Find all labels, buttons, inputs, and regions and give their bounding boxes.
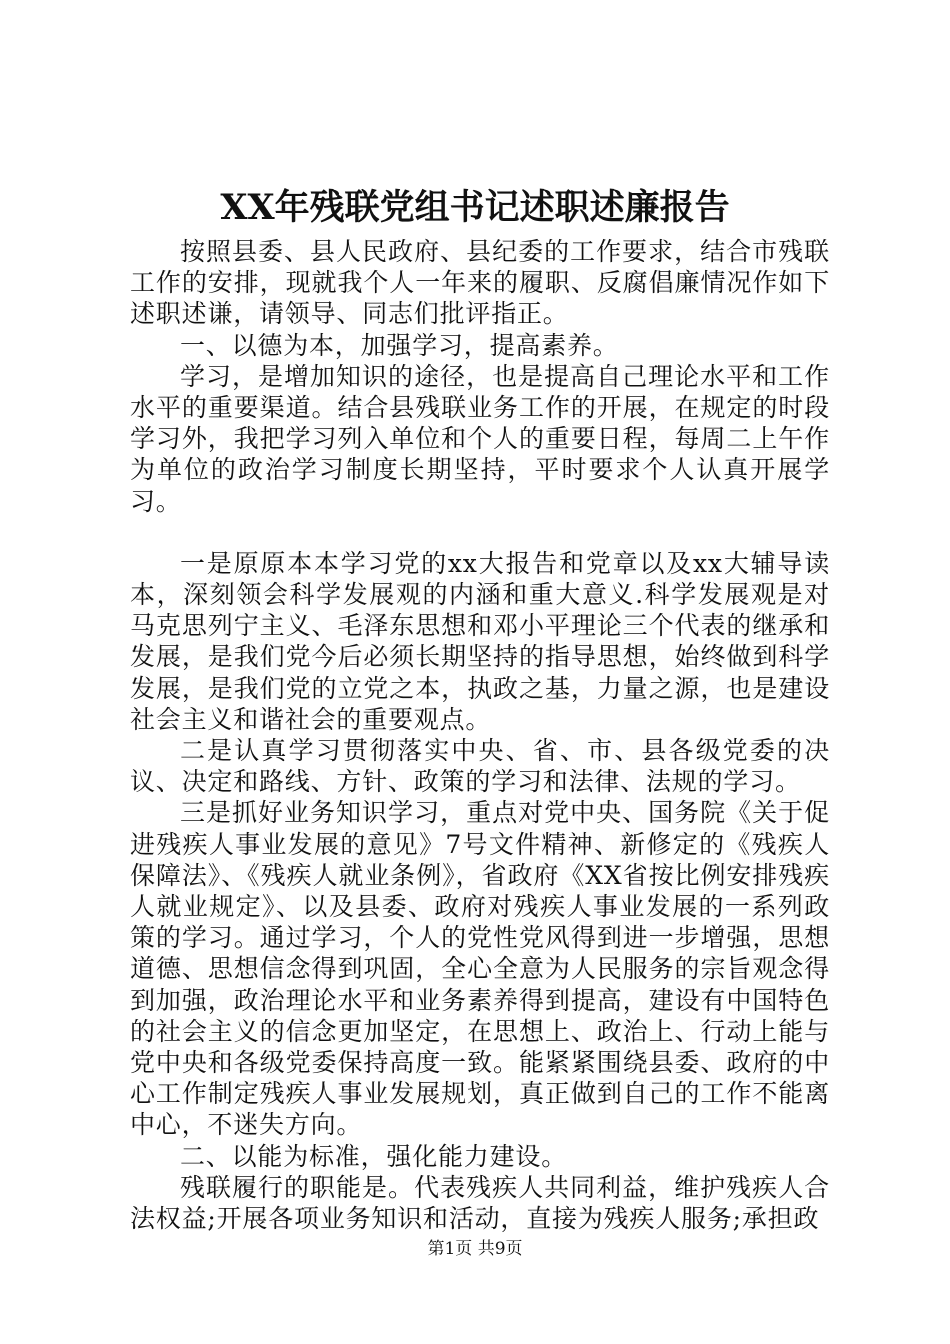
paragraph: 三是抓好业务知识学习，重点对党中央、国务院《关于促进残疾人事业发展的意见》7号文件精神、新修定的《残疾人保障法》、《残疾人就业条例》，省政府《XX省按比例安排残疾人就业规定》、以及县委、政府对残疾人事业发展的一系列政策的学习。通过学习，个人的党性党风得到进一步增强，思想道德、思想信念得到巩固，全心全意为人民服务的宗旨观念得到加强，政治理论水平和业务素养得到提高，建设有中国特色的社会主义的信念更加坚定，在思想上、政治上、行动上能与党中央和各级党委保持高度一致。能紧紧围绕县委、政府的中心工作制定残疾人事业发展规划，真正做到自己的工作不能离中心，不迷失方向。: [130, 798, 830, 1140]
paragraph: 一是原原本本学习党的xx大报告和党章以及xx大辅导读本，深刻领会科学发展观的内涵和重大意义.科学发展观是对马克思列宁主义、毛泽东思想和邓小平理论三个代表的继承和发展，是我们党今后必须长期坚持的指导思想，始终做到科学发展，是我们党的立党之本，执政之基，力量之源，也是建设社会主义和谐社会的重要观点。: [130, 548, 830, 734]
paragraph: 残联履行的职能是。代表残疾人共同利益，维护残疾人合法权益;开展各项业务知识和活动，直接为残疾人服务;承担政: [130, 1172, 830, 1234]
document-body: [130, 236, 830, 1234]
section-heading: 一、以德为本，加强学习，提高素养。: [180, 330, 619, 360]
paragraph-gap: [130, 517, 830, 548]
document-title: XX年残联党组书记述职述廉报告: [220, 187, 730, 228]
page-footer: 第1页 共9页: [427, 1239, 523, 1259]
section-heading: 二、以能为标准，强化能力建设。: [180, 1141, 568, 1171]
paragraph: 二是认真学习贯彻落实中央、省、市、县各级党委的决议、决定和路线、方针、政策的学习和法律、法规的学习。: [130, 736, 830, 797]
paragraph: 学习，是增加知识的途径，也是提高自己理论水平和工作水平的重要渠道。结合县残联业务工作的开展，在规定的时段学习外，我把学习列入单位和个人的重要日程，每周二上午作为单位的政治学习制度长期坚持，平时要求个人认真开展学习。: [130, 361, 830, 516]
paragraph: 按照县委、县人民政府、县纪委的工作要求，结合市残联工作的安排，现就我个人一年来的履职、反腐倡廉情况作如下述职述谦，请领导、同志们批评指正。: [130, 237, 830, 329]
